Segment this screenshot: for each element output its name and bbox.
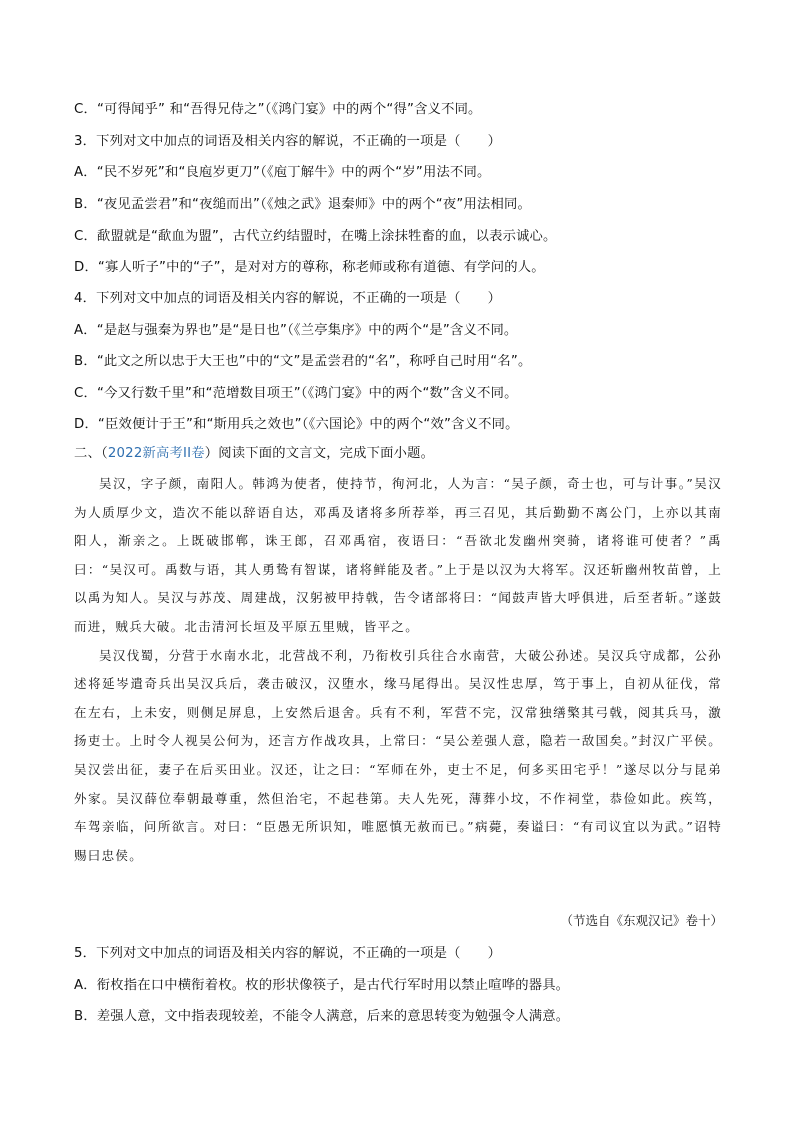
q5-stem: 5．下列对文中加点的词语及相关内容的解说，不正确的一项是（ ） — [74, 946, 502, 961]
passage-source-credit: （节选自《东观汉记》卷十） — [560, 913, 723, 928]
q4-option-a: A．“是赵与强秦为界也”是“是日也”（《兰亭集序》中的两个“是”含义不同。 — [74, 323, 518, 338]
section-two-source: 2022新高考II卷 — [107, 446, 205, 461]
q4-option-b: B．“此文之所以忠于大王也”中的“文”是孟尝君的“名”，称呼自己时用“名”。 — [74, 354, 532, 369]
q4-option-c: C．“今又行数千里”和“范增数目项王”（《鸿门宴》中的两个“数”含义不同。 — [74, 386, 518, 401]
q5-option-b: B．差强人意，文中指表现较差，不能令人满意，后来的意思转变为勉强令人满意。 — [74, 1009, 570, 1024]
q3-option-d: D．“寡人听子”中的“子”，是对对方的尊称，称老师或称有道德、有学问的人。 — [74, 260, 545, 275]
q3-option-c: C．歃盟就是“歃血为盟”，古代立约结盟时，在嘴上涂抹牲畜的血，以表示诚心。 — [74, 229, 557, 244]
classical-passage — [74, 470, 722, 870]
passage-paragraph-2: 吴汉伐蜀，分营于水南水北，北营战不利，乃衔枚引兵往合水南营，大破公孙述。吴汉兵守成都，公孙述将延岑遣奇兵出吴汉兵后，袭击破汉，汉堕水，缘马尾得出。吴汉性忠厚，笃于事上，自初从征伐，常在左右，上未安，则侧足屏息，上安然后退舍。兵有不利，军营不完，汉常独缮檠其弓戟，阅其兵马，激扬吏士。上时令人视吴公何为，还言方作战攻具，上常曰：“吴公差强人意，隐若一敌国矣。”封汉广平侯。吴汉尝出征，妻子在后买田业。汉还，让之曰：“军师在外，吏士不足，何多买田宅乎！”遂尽以分与昆弟外家。吴汉薛位奉朝最尊重，然但治宅，不起巷第。夫人先死，薄葬小坟，不作祠堂，恭俭如此。疾笃，车驾亲临，问所欲言。对曰：“臣愚无所识知，唯愿慎无赦而已。”病薨，奏谥曰：“有司议宜以为武。”诏特赐曰忠侯。 — [74, 647, 722, 863]
q5-option-a: A．衔枚指在口中横衔着枚。枚的形状像筷子，是古代行军时用以禁止喧哗的器具。 — [74, 978, 570, 993]
q4-option-d: D．“臣效便计于王”和“斯用兵之效也”（《六国论》中的两个“效”含义不同。 — [74, 417, 519, 432]
section-two-heading — [74, 445, 434, 463]
q3-stem: 3．下列对文中加点的词语及相关内容的解说，不正确的一项是（ ） — [74, 134, 502, 149]
q3-option-a: A．“民不岁死”和“良庖岁更刀”（《庖丁解牛》中的两个“岁”用法不同。 — [74, 165, 491, 180]
passage-paragraph-1: 吴汉，字子颜，南阳人。韩鸿为使者，使持节，徇河北，人为言：“吴子颜，奇士也，可与计事。”吴汉为人质厚少文，造次不能以辞语自达，邓禹及诸将多所荐举，再三召见，其后勤勤不离公门，上亦以其南阳人，渐亲之。上既破邯郸，诛王郎，召邓禹宿，夜语曰：“吾欲北发幽州突骑，诸将谁可使者？”禹曰：“吴汉可。禹数与语，其人勇鸷有智谋，诸将鲜能及者。”上于是以汉为大将军。汉还斩幽州牧苗曾，上以禹为知人。吴汉与苏茂、周建战，汉躬被甲持戟，告令诸部将曰：“闻鼓声皆大呼俱进，后至者斩。”遂鼓而进，贼兵大破。北击清河长垣及平原五里贼，皆平之。 — [74, 476, 722, 634]
q3-option-b: B．“夜见孟尝君”和“夜缒而出”（《烛之武》退秦师》中的两个“夜”用法相同。 — [74, 197, 531, 212]
section-two-instruction: ）阅读下面的文言文，完成下面小题。 — [204, 446, 435, 461]
q4-stem: 4．下列对文中加点的词语及相关内容的解说，不正确的一项是（ ） — [74, 291, 502, 306]
section-two-prefix: 二、（ — [74, 446, 108, 461]
q2-option-c: C．“可得闻乎” 和“吾得兄侍之”（《鸿门宴》中的两个“得”含义不同。 — [74, 102, 482, 117]
